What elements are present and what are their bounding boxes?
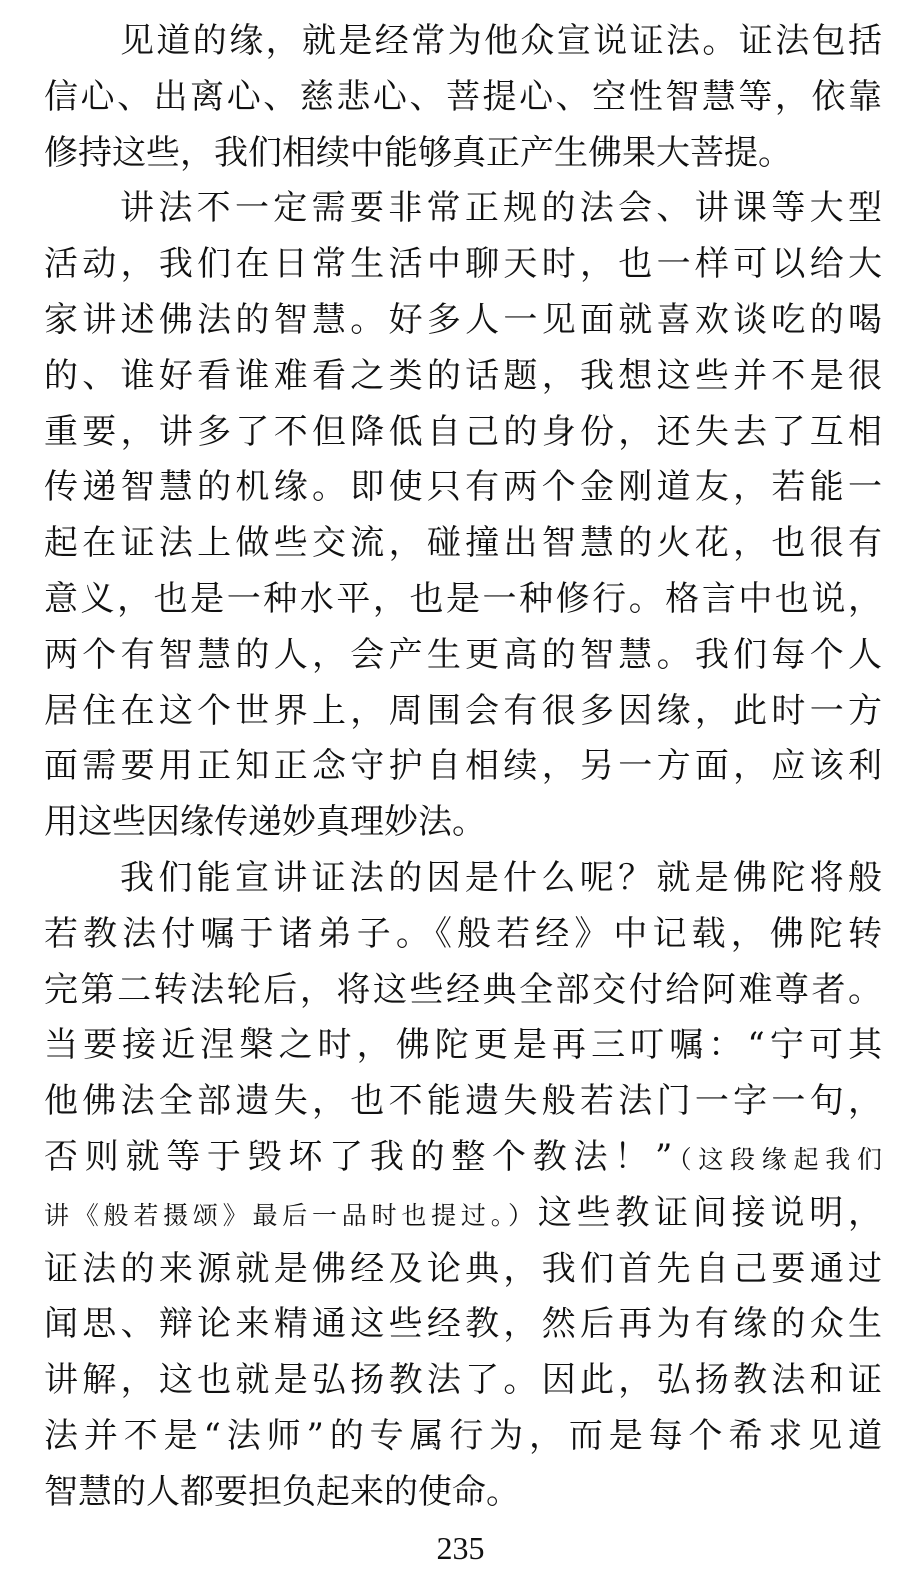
paragraph-3-line-3: 完第二转法轮后，将这些经典全部交付给阿难尊者。 [44,969,882,1010]
paragraph-2-line-11: 面需要用正知正念守护自相续，另一方面，应该利 [44,746,882,787]
paragraph-3-line-7-main: 这些教证间接说明， [537,1192,882,1233]
paragraph-3-line-6 [44,1130,882,1186]
page-number: 235 [436,1530,485,1566]
paragraph-3-line-1: 我们能宣讲证法的因是什么呢？就是佛陀将般 [120,857,882,898]
paragraph-3-line-9: 闻思、辩论来精通这些经教，然后再为有缘的众生 [44,1304,882,1345]
paragraph-3-line-8: 证法的来源就是佛经及论典，我们首先自己要通过 [44,1248,882,1289]
paragraph-2-line-2: 活动，我们在日常生活中聊天时，也一样可以给大 [44,244,882,285]
paragraph-2-line-1: 讲法不一定需要非常正规的法会、讲课等大型 [120,188,882,229]
author-note-start: （这段缘起我们 [672,1144,882,1174]
paragraph-3-line-2: 若教法付嘱于诸弟子。《般若经》中记载，佛陀转 [44,913,882,954]
paragraph-1-line-3: 修持这些，我们相续中能够真正产生佛果大菩提。 [44,132,792,173]
paragraph-1-line-2: 信心、出离心、慈悲心、菩提心、空性智慧等，依靠 [44,76,882,117]
paragraph-2-line-3: 家讲述佛法的智慧。好多人一见面就喜欢谈吃的喝 [44,299,882,340]
paragraph-3-line-10: 讲解，这也就是弘扬教法了。因此，弘扬教法和证 [44,1360,882,1401]
paragraph-3-line-4: 当要接近涅槃之时，佛陀更是再三叮嘱：“宁可其 [44,1025,882,1066]
paragraph-3-line-7 [44,1186,882,1242]
paragraph-3-line-5: 他佛法全部遗失，也不能遗失般若法门一字一句， [44,1081,882,1122]
paragraph-2-line-4: 的、谁好看谁难看之类的话题，我想这些并不是很 [44,355,882,396]
paragraph-2-line-12: 用这些因缘传递妙真理妙法。 [44,802,486,843]
paragraph-3-line-11: 法并不是“法师”的专属行为，而是每个希求见道 [44,1415,882,1456]
paragraph-2-line-8: 意义，也是一种水平，也是一种修行。格言中也说， [44,578,882,619]
paragraph-2-line-5: 重要，讲多了不但降低自己的身份，还失去了互相 [44,411,882,452]
paragraph-2-line-10: 居住在这个世界上，周围会有很多因缘，此时一方 [44,690,882,731]
body-text [44,14,882,1521]
paragraph-1-line-1: 见道的缘，就是经常为他众宣说证法。证法包括 [120,21,882,61]
paragraph-3-line-12: 智慧的人都要担负起来的使命。 [44,1471,520,1512]
paragraph-2-line-7: 起在证法上做些交流，碰撞出智慧的火花，也很有 [44,523,882,564]
author-note-end: 讲《般若摄颂》最后一品时也提过。） [44,1200,538,1230]
paragraph-2-line-6: 传递智慧的机缘。即使只有两个金刚道友，若能一 [44,467,882,508]
paragraph-2-line-9: 两个有智慧的人，会产生更高的智慧。我们每个人 [44,634,882,675]
paragraph-3-line-6-main: 否则就等于毁坏了我的整个教法！” [44,1136,673,1177]
